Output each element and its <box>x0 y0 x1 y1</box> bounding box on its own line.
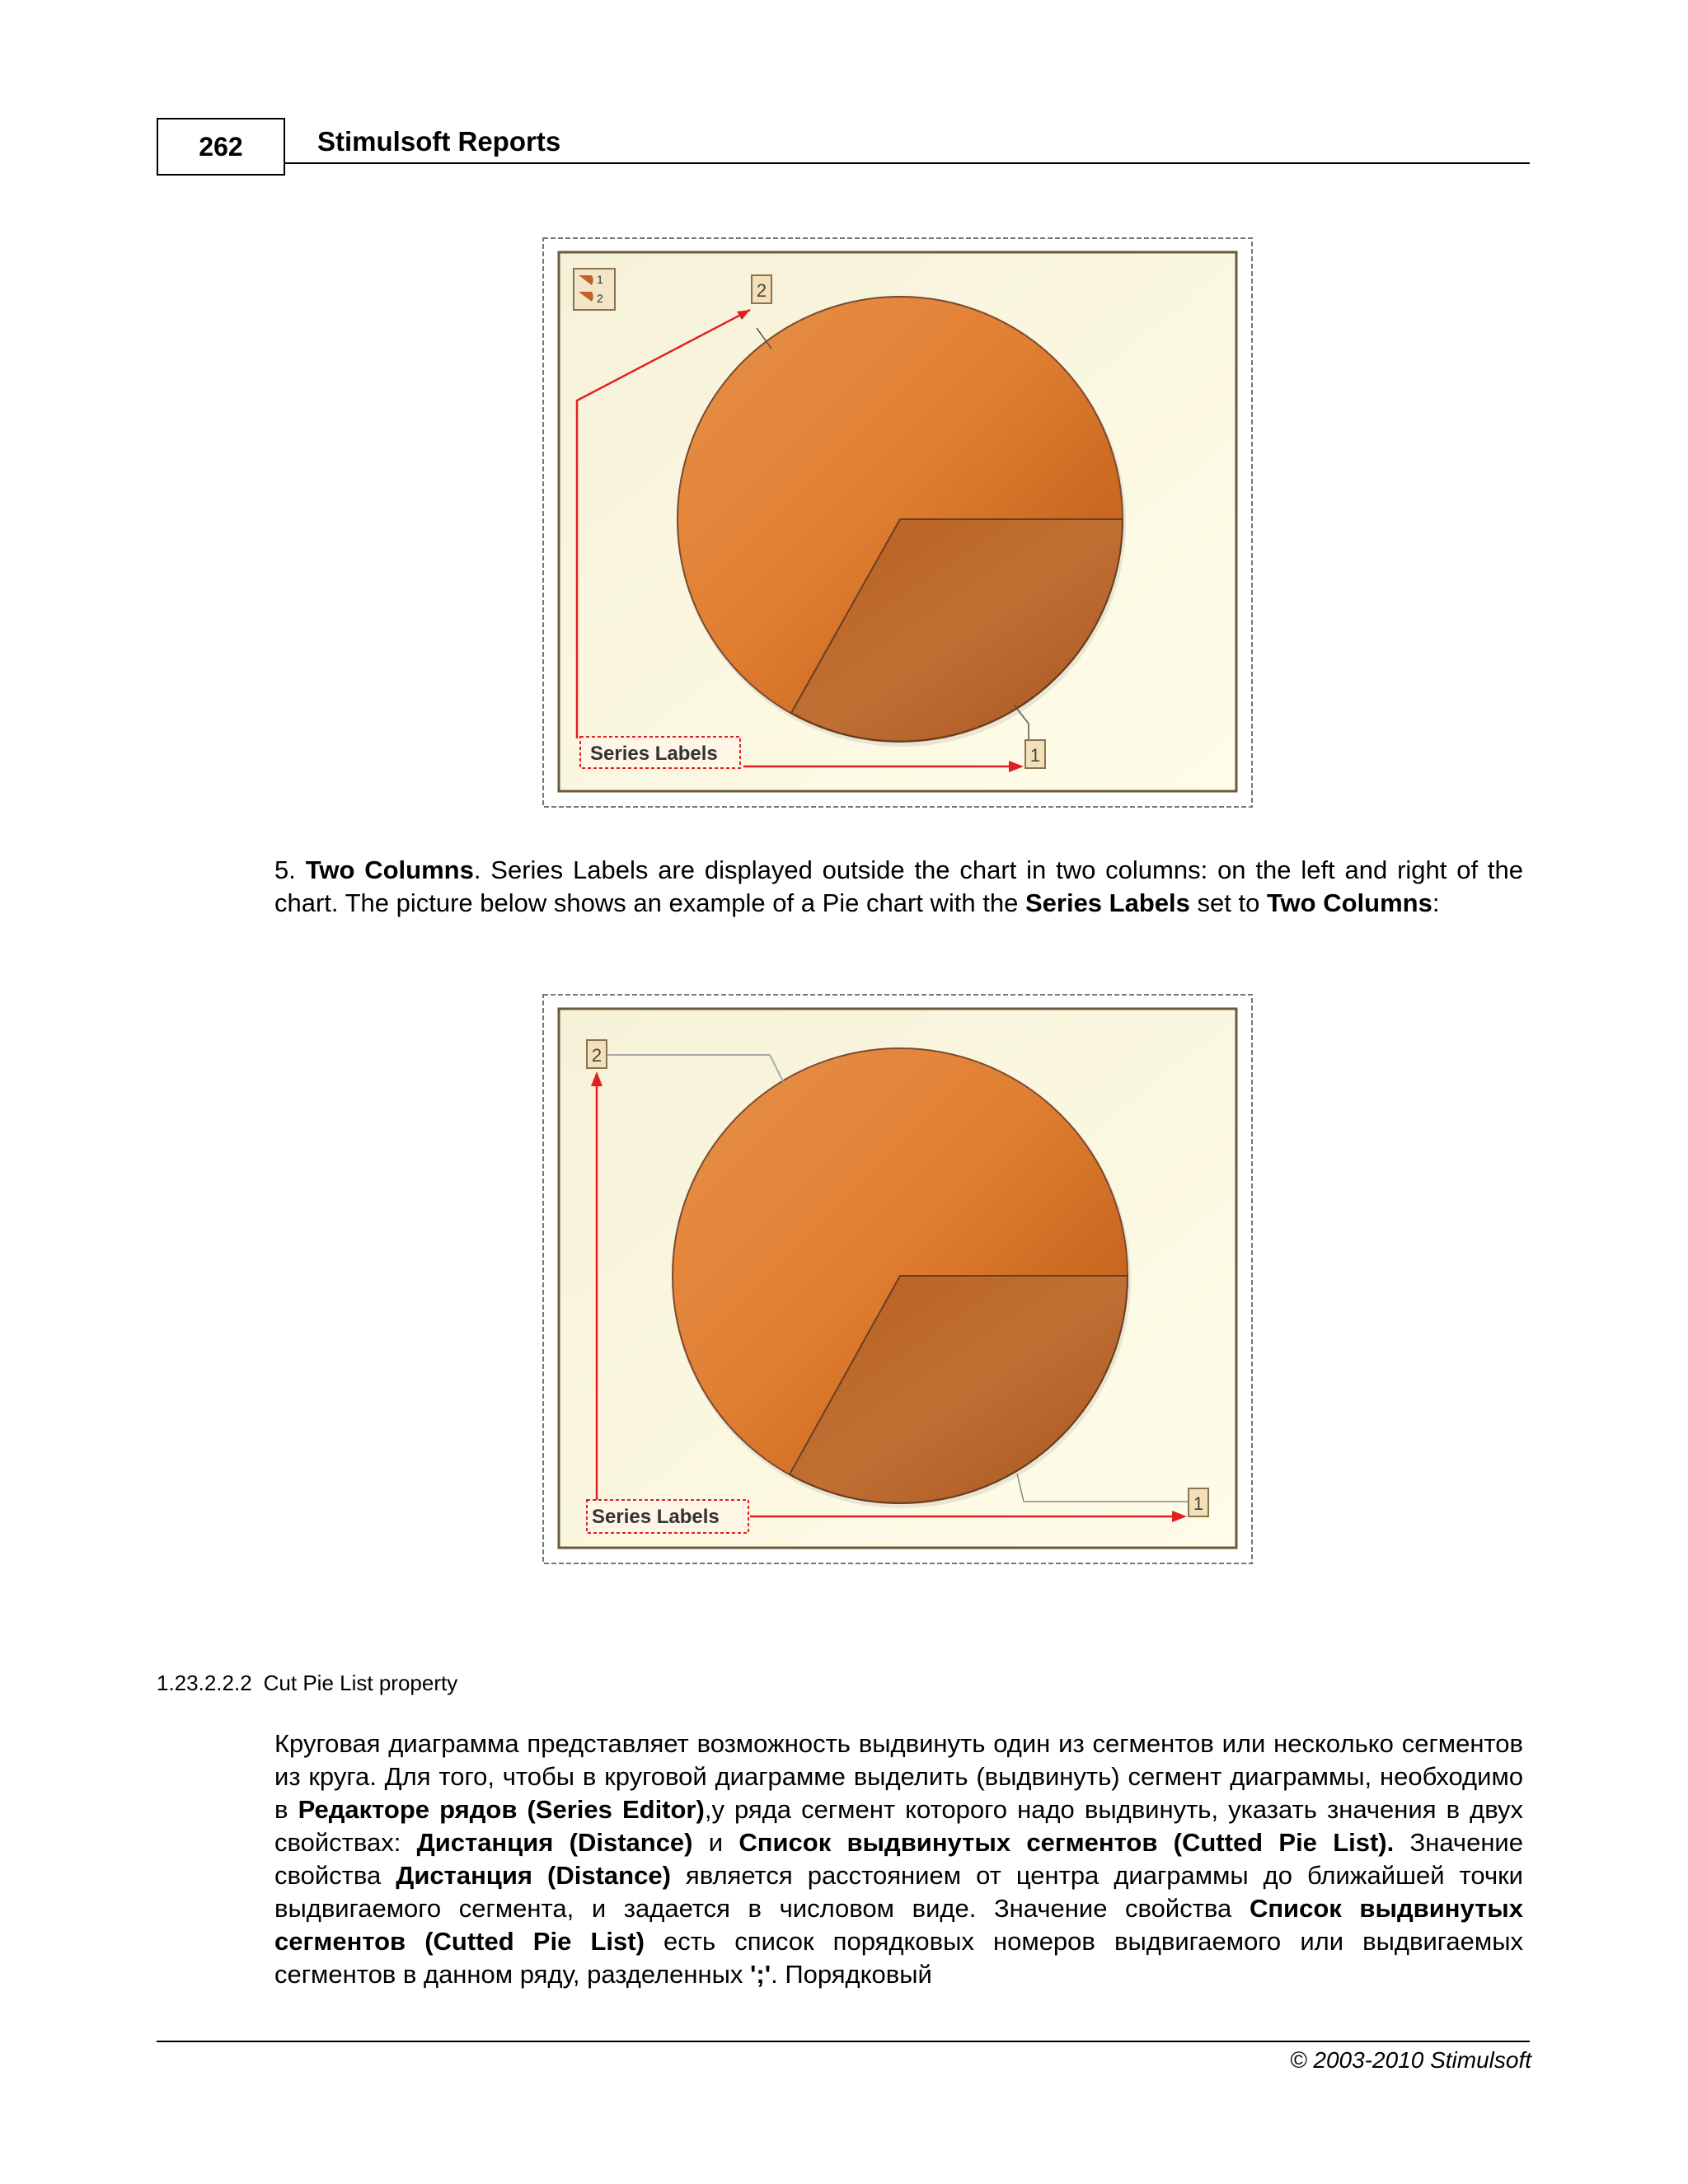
term-distance-2: Дистанция (Distance) <box>396 1861 671 1890</box>
footer-rule <box>157 2041 1530 2042</box>
paragraph-text: Круговая диаграмма представляет возможность выдвинуть один из сегментов или несколько сегментов из круга. Для того, чтобы в круговой диаграмме выделить (выдвинуть) сегмент диаграммы, необходимо в <box>274 1729 1523 1824</box>
paragraph-text: и <box>692 1828 739 1857</box>
paragraph-text: Значение свойства <box>274 1828 1523 1890</box>
paragraph-text: . Порядковый <box>771 1960 932 1989</box>
section-heading <box>157 1671 469 1696</box>
paragraph-text: есть список порядковых номеров выдвигаемого или выдвигаемых сегментов в данном ряду, разделенных <box>274 1927 1523 1989</box>
series-labels-caption: Series Labels <box>590 743 718 765</box>
paragraph-text: . Series Labels are displayed outside the chart in two columns: on the left and right of the chart. The picture below shows an example of a Pie chart with the <box>274 855 1523 917</box>
pie <box>673 1048 1131 1508</box>
term-series-labels: Series Labels <box>1025 888 1190 917</box>
value-label-2: 2 <box>756 280 767 301</box>
legend-label-2: 2 <box>597 292 603 305</box>
paragraph-two-columns <box>274 854 1523 920</box>
footer-copyright: © 2003-2010 Stimulsoft <box>1289 2047 1531 2073</box>
section-number: 1.23.2.2.2 <box>157 1671 252 1695</box>
pie-chart-figure-two-columns <box>542 994 1253 1564</box>
term-cutted-pie-list-2: Список выдвинутых сегментов (Cutted Pie List) <box>274 1894 1523 1956</box>
paragraph-text: ,у ряда сегмент которого надо выдвинуть, указать значения в двух свойствах: <box>274 1795 1523 1857</box>
pie-chart-figure-outside <box>542 237 1253 808</box>
paragraph-text: set to <box>1189 888 1267 917</box>
page-number: 262 <box>157 118 285 176</box>
section-title: Cut Pie List property <box>263 1671 458 1695</box>
header-rule <box>285 162 1530 164</box>
term-distance: Дистанция (Distance) <box>416 1828 693 1857</box>
legend-label-1: 1 <box>597 273 603 286</box>
term-cutted-pie-list: Список выдвинутых сегментов (Cutted Pie List). <box>738 1828 1395 1857</box>
term-two-columns-2: Two Columns <box>1266 888 1432 917</box>
paragraph-text: является расстоянием от центра диаграммы до ближайшей точки выдвигаемого сегмента, и задается в числовом виде. Значение свойства <box>274 1861 1523 1923</box>
term-series-editor: Редакторе рядов (Series Editor) <box>298 1795 705 1824</box>
legend <box>574 269 615 310</box>
term-separator: ';' <box>750 1960 771 1989</box>
value-label-1: 1 <box>1029 745 1041 766</box>
value-label-2: 2 <box>591 1045 603 1066</box>
term-two-columns: Two Columns <box>305 855 474 884</box>
paragraph-cut-pie-list <box>274 1727 1523 1991</box>
paragraph-text: : <box>1432 888 1440 917</box>
pie <box>678 297 1126 747</box>
book-title: Stimulsoft Reports <box>317 126 561 157</box>
value-label-1: 1 <box>1193 1493 1204 1514</box>
list-number: 5. <box>274 855 306 884</box>
series-labels-caption: Series Labels <box>592 1506 720 1528</box>
